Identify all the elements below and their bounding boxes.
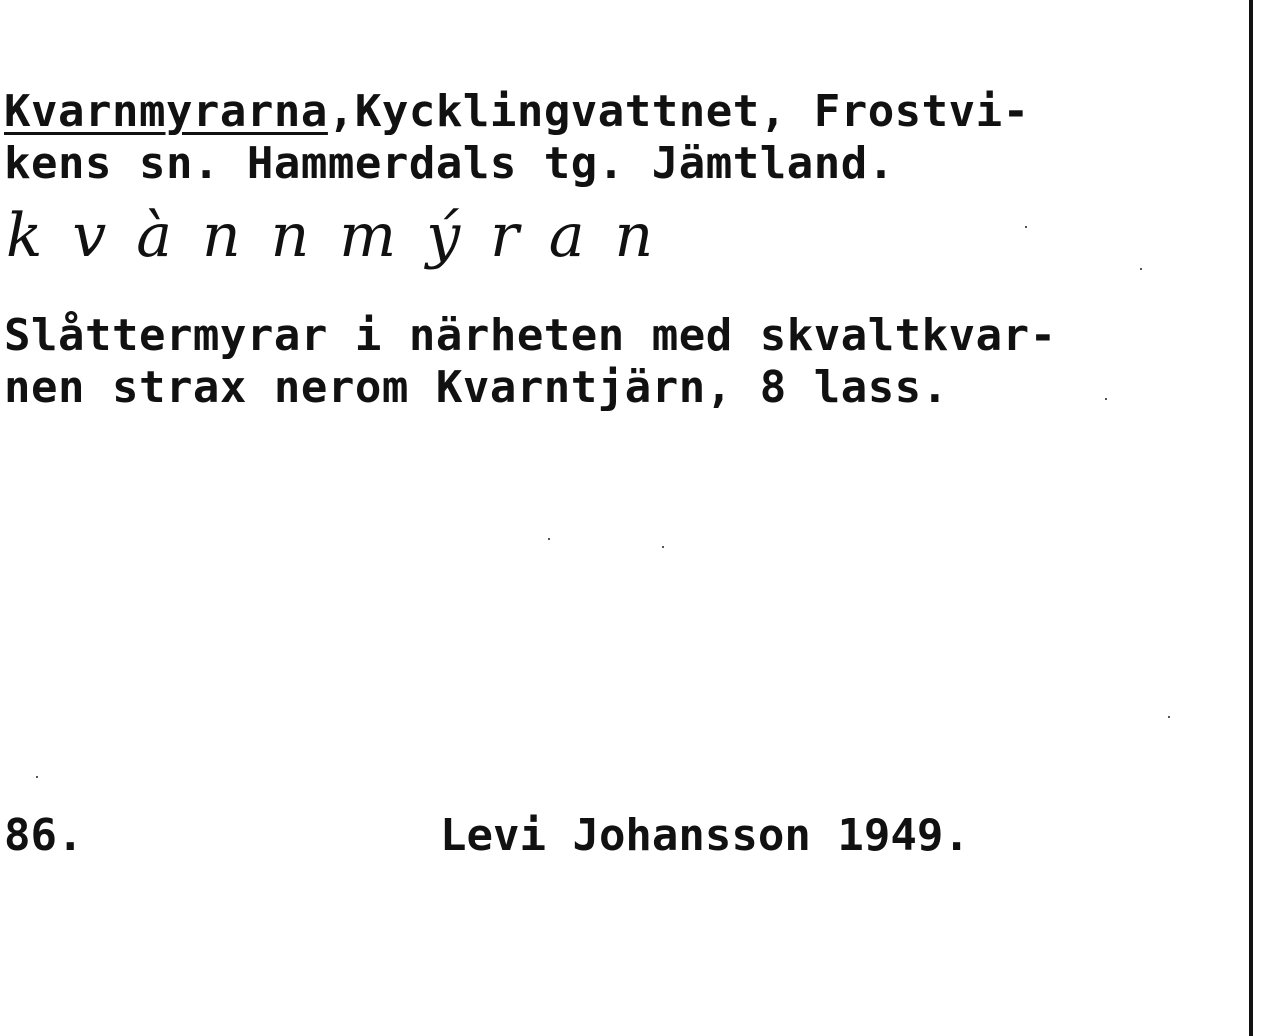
scan-speck [1140, 268, 1142, 270]
location-line-1 [4, 88, 1030, 136]
phonetic-transcription: kvànnmýran [6, 201, 684, 271]
headword: Kvarnmyrarna [4, 86, 328, 137]
collector-and-year: Levi Johansson 1949. [440, 810, 970, 861]
scan-speck [36, 776, 38, 778]
card-number: 86. [4, 810, 84, 861]
location-line-2: kens sn. Hammerdals tg. Jämtland. [4, 138, 895, 189]
scan-speck [662, 546, 664, 548]
scan-speck [1168, 716, 1170, 718]
description-line-2: nen strax nerom Kvarntjärn, 8 lass. [4, 362, 949, 413]
scan-speck [1025, 226, 1027, 228]
description-line-1: Slåttermyrar i närheten med skvaltkvar- [4, 310, 1057, 361]
scan-speck [548, 538, 550, 540]
location-continuation: ,Kycklingvattnet, Frostvi- [327, 86, 1030, 137]
scan-speck [1105, 398, 1107, 400]
card-edge-line [1249, 0, 1253, 1036]
